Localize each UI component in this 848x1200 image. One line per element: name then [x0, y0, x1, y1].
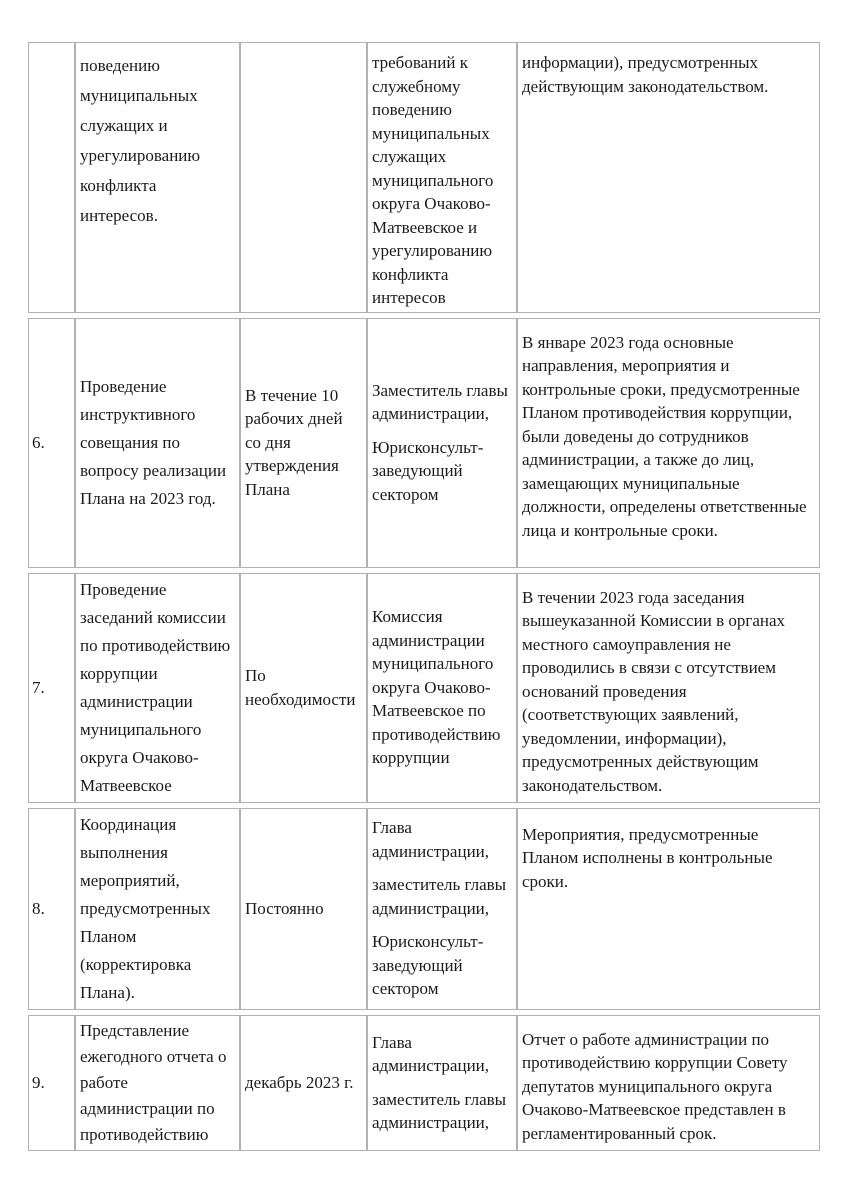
- cell-row-number: 8.: [28, 808, 75, 1010]
- cell-row-number: 6.: [28, 318, 75, 568]
- paragraph: Глава администрации,: [372, 818, 490, 861]
- page-content: [28, 37, 820, 1156]
- cell-deadline: [240, 808, 367, 1010]
- table-row: [28, 808, 820, 1010]
- cell-responsible: [367, 573, 517, 803]
- table-row: [28, 318, 820, 568]
- paragraph: Проведение заседаний комиссии по противодействию коррупции администрации муниципального округа Очаково-Матвеевское: [80, 579, 231, 795]
- paragraph: заместитель главы администрации,: [372, 1089, 507, 1132]
- cell-deadline: [240, 318, 367, 568]
- cell-deadline: [240, 573, 367, 803]
- paragraph: Представление ежегодного отчета о работе администрации по противодействию: [80, 1020, 227, 1144]
- paragraph: заместитель главы администрации,: [372, 875, 507, 918]
- table-row: [28, 42, 820, 313]
- paragraph: поведению муниципальных служащих и урегулированию конфликта интересов.: [80, 56, 201, 225]
- paragraph: Проведение инструктивного совещания по вопросу реализации Плана на 2023 год.: [80, 376, 227, 508]
- cell-responsible: [367, 1015, 517, 1151]
- paragraph: Отчет о работе администрации по противодействию коррупции Совету депутатов муниципального округа Очаково-Матвеевское представлен в регламентированный срок.: [522, 1029, 788, 1143]
- anticorruption-plan-table: [28, 37, 820, 1156]
- cell-result: [517, 42, 820, 313]
- cell-activity: [75, 808, 240, 1010]
- paragraph: Юрисконсульт-заведующий сектором: [372, 932, 484, 999]
- cell-result: [517, 1015, 820, 1151]
- table-row: [28, 573, 820, 803]
- paragraph: информации), предусмотренных действующим законодательством.: [522, 53, 769, 96]
- paragraph: В течение 10 рабочих дней со дня утверждения Плана: [245, 385, 343, 499]
- cell-row-number: 9.: [28, 1015, 75, 1151]
- cell-activity: [75, 42, 240, 313]
- cell-result: [517, 573, 820, 803]
- paragraph: Мероприятия, предусмотренные Планом исполнены в контрольные сроки.: [522, 824, 773, 891]
- table-row: [28, 1015, 820, 1151]
- paragraph: декабрь 2023 г.: [245, 1072, 354, 1092]
- paragraph: Координация выполнения мероприятий, предусмотренных Планом (корректировка Плана).: [80, 814, 211, 1002]
- cell-result: [517, 808, 820, 1010]
- paragraph: Глава администрации,: [372, 1032, 490, 1075]
- cell-responsible: [367, 318, 517, 568]
- cell-deadline: [240, 42, 367, 313]
- cell-result: [517, 318, 820, 568]
- cell-activity: [75, 318, 240, 568]
- cell-deadline: [240, 1015, 367, 1151]
- table-body: [28, 42, 820, 1151]
- paragraph: В течении 2023 года заседания вышеуказанной Комиссии в органах местного самоуправления не проводились в связи с отсутствием оснований проведения (соответствующих заявлений, уведомлении, информации), предусмотренных действующим законодательством.: [522, 587, 786, 795]
- paragraph: По необходимости: [245, 666, 356, 709]
- paragraph: Комиссия администрации муниципального округа Очаково-Матвеевское по противодействию коррупции: [372, 607, 501, 768]
- paragraph: Постоянно: [245, 898, 324, 918]
- cell-responsible: [367, 808, 517, 1010]
- paragraph: требований к служебному поведению муниципальных служащих муниципального округа Очаково-Матвеевское и урегулированию конфликта интересов: [372, 53, 494, 307]
- paragraph: Заместитель главы администрации,: [372, 380, 508, 424]
- cell-row-number: [28, 42, 75, 313]
- cell-row-number: 7.: [28, 573, 75, 803]
- cell-activity: [75, 1015, 240, 1151]
- paragraph: Юрисконсульт-заведующий сектором: [372, 437, 484, 504]
- cell-activity: [75, 573, 240, 803]
- cell-responsible: [367, 42, 517, 313]
- paragraph: В январе 2023 года основные направления, мероприятия и контрольные сроки, предусмотренные Планом противодействия коррупции, были доведены до сотрудников администрации, а также до лиц, замещающих муниципальные должности, определены ответственные лица и контрольные сроки.: [522, 332, 807, 540]
